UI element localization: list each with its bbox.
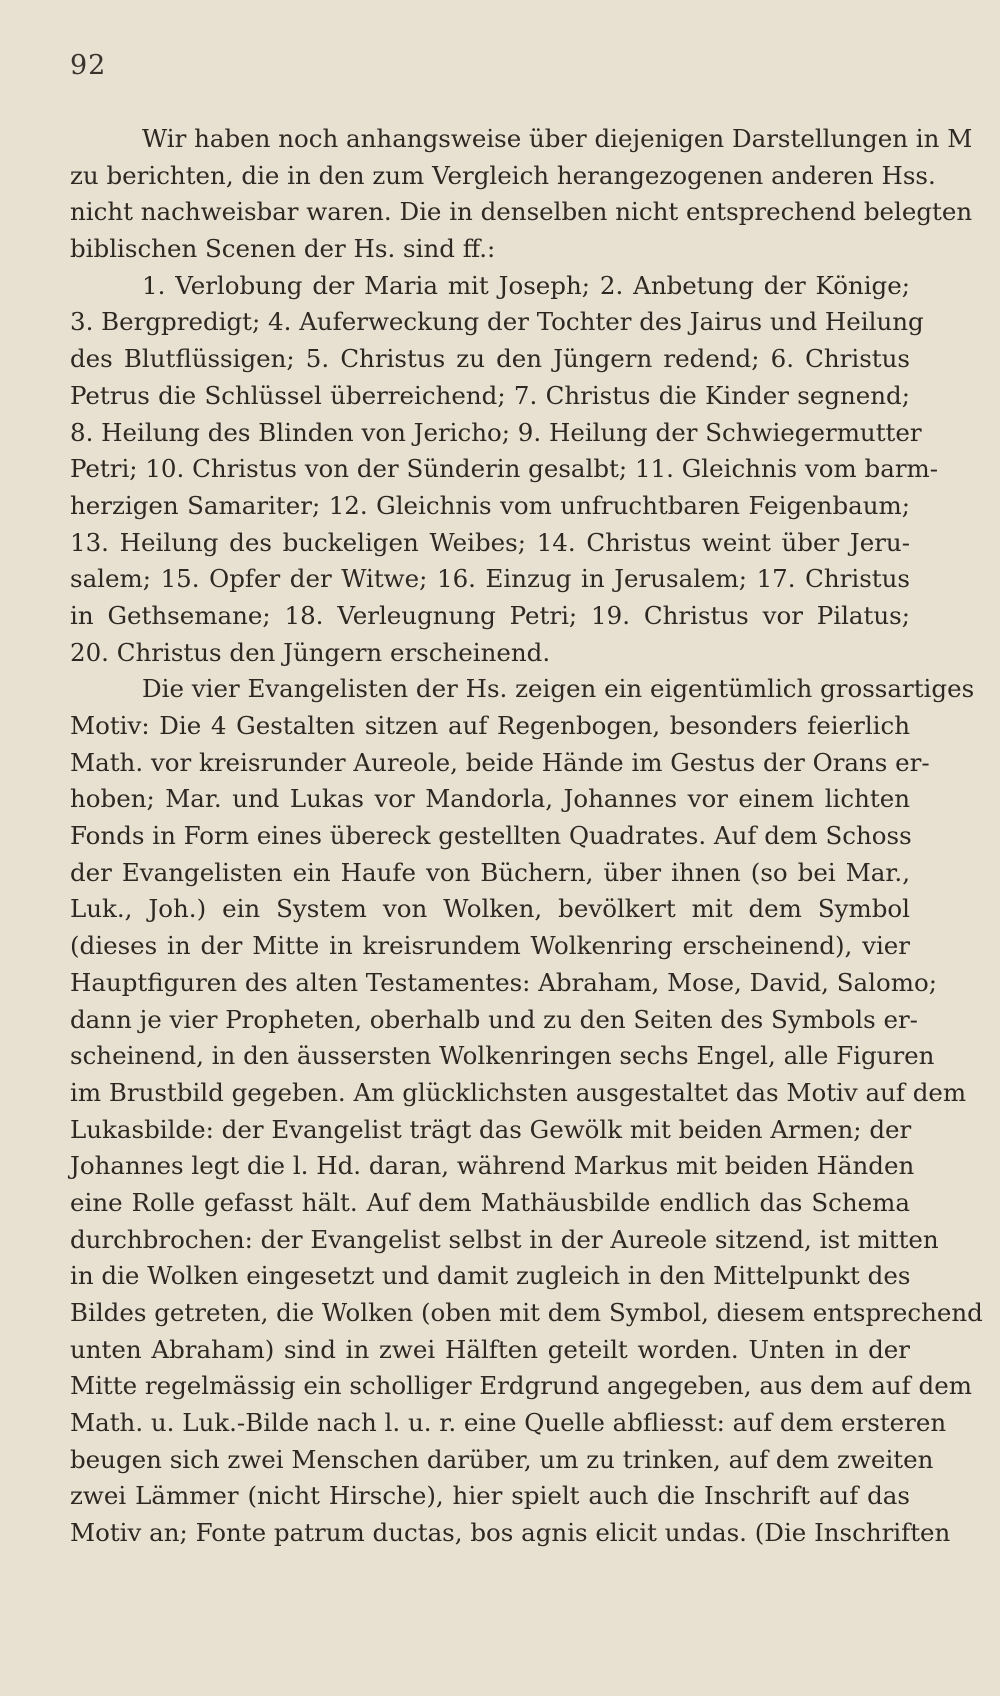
text-line: in Gethsemane; 18. Verleugnung Petri; 19. Christus vor Pilatus; bbox=[70, 600, 910, 630]
text-line: in die Wolken eingesetzt und damit zugleich in den Mittelpunkt des bbox=[70, 1261, 911, 1291]
text-line: 3. Bergpredigt; 4. Auferweckung der Tochter des Jairus und Heilung bbox=[70, 307, 924, 337]
text-line: nicht nachweisbar waren. Die in denselben nicht entsprechend belegten bbox=[70, 197, 973, 227]
text-line: 8. Heilung des Blinden von Jericho; 9. Heilung der Schwiegermutter bbox=[70, 417, 922, 447]
text-line: der Evangelisten ein Haufe von Büchern, über ihnen (so bei Mar., bbox=[70, 857, 910, 887]
text-line: herzigen Samariter; 12. Gleichnis vom unfruchtbaren Feigenbaum; bbox=[70, 490, 910, 520]
page-number: 92 bbox=[70, 50, 107, 81]
text-line: Die vier Evangelisten der Hs. zeigen ein eigentümlich grossartiges bbox=[142, 674, 975, 704]
text-line: zu berichten, die in den zum Vergleich herangezogenen anderen Hss. bbox=[70, 160, 936, 190]
text-line: des Blutflüssigen; 5. Christus zu den Jüngern redend; 6. Christus bbox=[70, 344, 910, 374]
text-line: Bildes getreten, die Wolken (oben mit dem Symbol, diesem entsprechend bbox=[70, 1298, 983, 1327]
text-line: (dieses in der Mitte in kreisrundem Wolkenring erscheinend), vier bbox=[70, 931, 910, 961]
text-line: beugen sich zwei Menschen darüber, um zu trinken, auf dem zweiten bbox=[70, 1444, 934, 1474]
text-line: hoben; Mar. und Lukas vor Mandorla, Johannes vor einem lichten bbox=[70, 784, 910, 814]
text-line: zwei Lämmer (nicht Hirsche), hier spielt auch die Inschrift auf das bbox=[70, 1481, 910, 1511]
body-text bbox=[70, 121, 983, 1552]
text-line: Hauptfiguren des alten Testamentes: Abraham, Mose, David, Salomo; bbox=[70, 967, 937, 997]
text-line: Luk., Joh.) ein System von Wolken, bevölkert mit dem Symbol bbox=[70, 894, 910, 924]
text-line: Math. u. Luk.-Bilde nach l. u. r. eine Quelle abfliesst: auf dem ersteren bbox=[70, 1408, 947, 1438]
text-line: Petrus die Schlüssel überreichend; 7. Christus die Kinder segnend; bbox=[70, 380, 910, 410]
text-line: Petri; 10. Christus von der Sünderin gesalbt; 11. Gleichnis vom barm- bbox=[70, 454, 939, 484]
text-line: dann je vier Propheten, oberhalb und zu den Seiten des Symbols er- bbox=[70, 1004, 918, 1034]
text-line: im Brustbild gegeben. Am glücklichsten ausgestaltet das Motiv auf dem bbox=[70, 1077, 967, 1107]
text-line: Johannes legt die l. Hd. daran, während Markus mit beiden Händen bbox=[70, 1151, 915, 1181]
text-line: eine Rolle gefasst hält. Auf dem Mathäusbilde endlich das Schema bbox=[70, 1187, 910, 1217]
text-line: Wir haben noch anhangsweise über diejenigen Darstellungen in M bbox=[142, 124, 973, 153]
text-line: Motiv: Die 4 Gestalten sitzen auf Regenbogen, besonders feierlich bbox=[70, 711, 910, 740]
text-line: Fonds in Form eines übereck gestellten Quadrates. Auf dem Schoss bbox=[70, 821, 912, 851]
text-line: Mitte regelmässig ein scholliger Erdgrund angegeben, aus dem auf dem bbox=[70, 1371, 972, 1401]
text-line: 13. Heilung des buckeligen Weibes; 14. Christus weint über Jeru- bbox=[70, 527, 910, 557]
text-line: 1. Verlobung der Maria mit Joseph; 2. Anbetung der Könige; bbox=[142, 270, 910, 300]
text-line: salem; 15. Opfer der Witwe; 16. Einzug in Jerusalem; 17. Christus bbox=[70, 564, 910, 594]
text-line: Lukasbilde: der Evangelist trägt das Gewölk mit beiden Armen; der bbox=[70, 1114, 912, 1144]
text-line: biblischen Scenen der Hs. sind ff.: bbox=[70, 234, 496, 264]
text-line: unten Abraham) sind in zwei Hälften geteilt worden. Unten in der bbox=[70, 1334, 910, 1364]
text-line: 20. Christus den Jüngern erscheinend. bbox=[70, 637, 551, 667]
text-line: Math. vor kreisrunder Aureole, beide Hände im Gestus der Orans er- bbox=[70, 747, 930, 777]
text-line: Motiv an; Fonte patrum ductas, bos agnis elicit undas. (Die Inschriften bbox=[70, 1518, 951, 1548]
text-line: scheinend, in den äussersten Wolkenringen sechs Engel, alle Figuren bbox=[70, 1041, 935, 1071]
text-line: durchbrochen: der Evangelist selbst in der Aureole sitzend, ist mitten bbox=[70, 1224, 939, 1254]
